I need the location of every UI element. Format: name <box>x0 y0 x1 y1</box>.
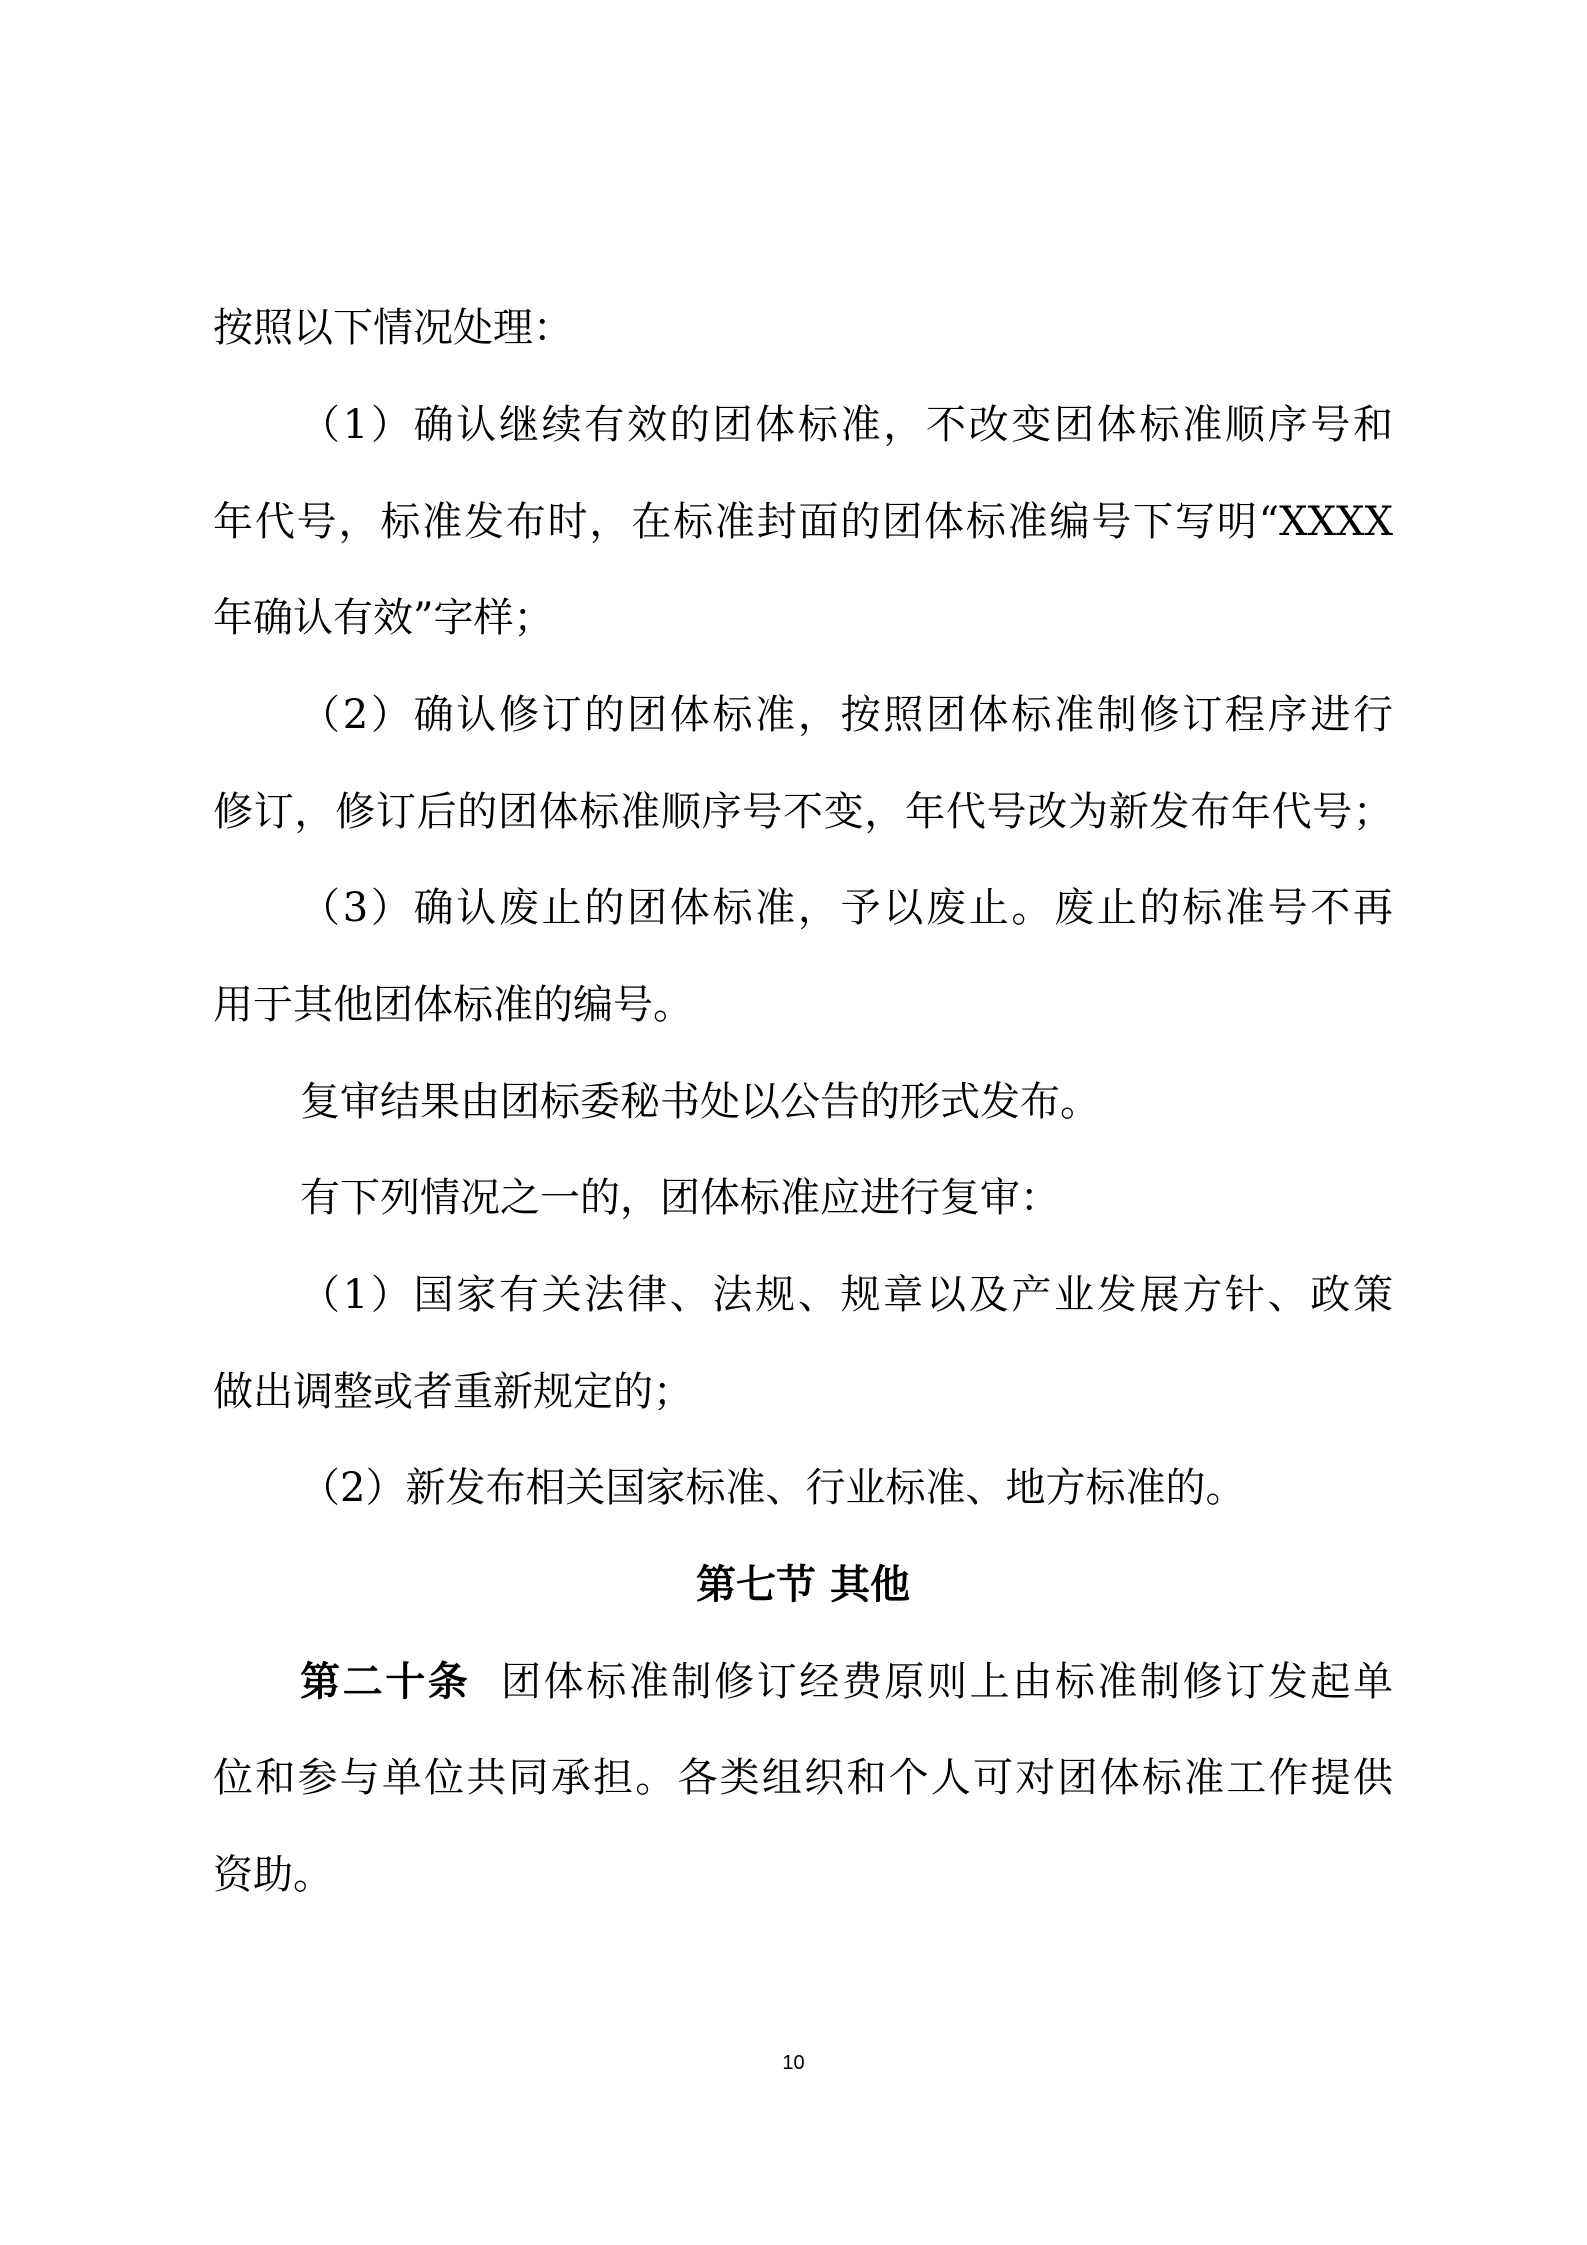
body-line: 年代号，标准发布时，在标准封面的团体标准编号下写明“XXXX <box>213 499 1393 545</box>
body-line: 年确认有效”字样； <box>213 595 554 641</box>
article-line: 位和参与单位共同承担。各类组织和个人可对团体标准工作提供 <box>213 1755 1393 1801</box>
list-item-line: （1）国家有关法律、法规、规章以及产业发展方针、政策 <box>300 1272 1393 1318</box>
body-line: 按照以下情况处理： <box>213 305 573 351</box>
article-line: 资助。 <box>213 1852 333 1898</box>
list-item-line: （1）确认继续有效的团体标准，不改变团体标准顺序号和 <box>300 402 1393 448</box>
list-item-line: （2）新发布相关国家标准、行业标准、地方标准的。 <box>300 1465 1246 1511</box>
list-item-line: （3）确认废止的团体标准，予以废止。废止的标准号不再 <box>300 885 1393 931</box>
body-line: 有下列情况之一的，团体标准应进行复审： <box>300 1175 1060 1221</box>
article-text: 团体标准制修订经费原则上由标准制修订发起单 <box>501 1659 1394 1705</box>
page-number: 10 <box>782 2052 805 2074</box>
body-line: 修订，修订后的团体标准顺序号不变，年代号改为新发布年代号； <box>213 789 1393 835</box>
article-label: 第二十条 <box>300 1658 471 1705</box>
body-line: 做出调整或者重新规定的； <box>213 1369 693 1415</box>
body-line: 用于其他团体标准的编号。 <box>213 982 693 1028</box>
section-heading: 第七节 其他 <box>696 1561 910 1608</box>
article-first-line <box>300 1658 1394 1705</box>
body-line: 复审结果由团标委秘书处以公告的形式发布。 <box>300 1079 1100 1125</box>
list-item-line: （2）确认修订的团体标准，按照团体标准制修订程序进行 <box>300 692 1393 738</box>
